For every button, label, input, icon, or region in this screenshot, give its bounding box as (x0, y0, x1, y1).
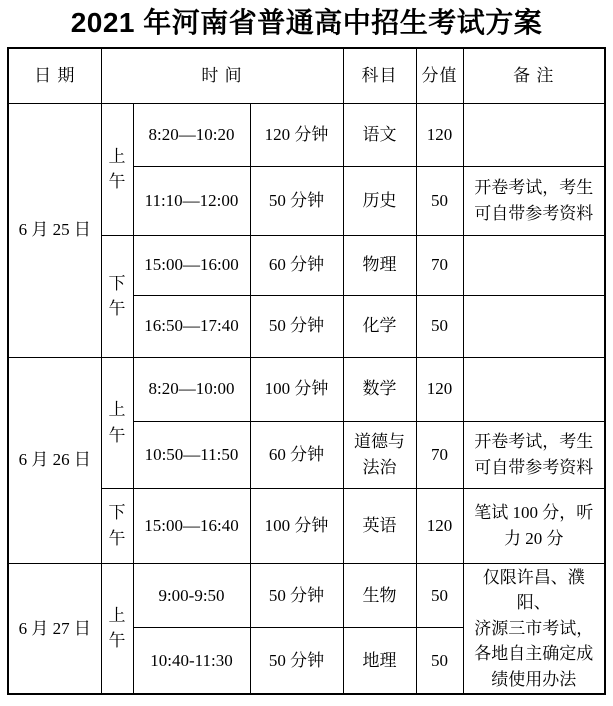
score-cell: 50 (416, 563, 463, 628)
subject-cell: 生物 (343, 563, 416, 628)
table-row (8, 563, 605, 628)
time-cell: 8:20—10:20 (133, 103, 250, 166)
header-score: 分值 (416, 48, 463, 103)
header-date: 日 期 (8, 48, 101, 103)
header-subject: 科目 (343, 48, 416, 103)
score-cell: 50 (416, 166, 463, 235)
header-time: 时 间 (101, 48, 343, 103)
table-row (8, 357, 605, 421)
date-cell: 6 月 26 日 (8, 357, 101, 563)
date-cell: 6 月 25 日 (8, 103, 101, 357)
time-cell: 8:20—10:00 (133, 357, 250, 421)
remark-cell (463, 103, 605, 166)
duration-cell: 50 分钟 (250, 628, 343, 694)
score-cell: 50 (416, 295, 463, 357)
subject-cell: 数学 (343, 357, 416, 421)
remark-cell: 开卷考试，考生 可自带参考资料 (463, 166, 605, 235)
subject-cell: 物理 (343, 235, 416, 295)
session-cell: 下 午 (101, 235, 133, 357)
duration-cell: 60 分钟 (250, 421, 343, 488)
subject-cell: 历史 (343, 166, 416, 235)
duration-cell: 50 分钟 (250, 563, 343, 628)
score-cell: 70 (416, 421, 463, 488)
page-title: 2021 年河南省普通高中招生考试方案 (70, 7, 543, 38)
subject-cell: 道德与 法治 (343, 421, 416, 488)
duration-cell: 50 分钟 (250, 295, 343, 357)
score-cell: 120 (416, 357, 463, 421)
remark-cell: 仅限许昌、濮阳、 济源三市考试， 各地自主确定成 绩使用办法 (463, 563, 605, 694)
time-cell: 15:00—16:00 (133, 235, 250, 295)
duration-cell: 50 分钟 (250, 166, 343, 235)
duration-cell: 100 分钟 (250, 488, 343, 563)
exam-schedule-table (7, 47, 606, 695)
subject-cell: 地理 (343, 628, 416, 694)
subject-cell: 化学 (343, 295, 416, 357)
time-cell: 15:00—16:40 (133, 488, 250, 563)
time-cell: 9:00-9:50 (133, 563, 250, 628)
subject-cell: 英语 (343, 488, 416, 563)
session-cell: 上 午 (101, 357, 133, 488)
session-cell: 上 午 (101, 103, 133, 235)
session-cell: 上 午 (101, 563, 133, 694)
time-cell: 10:40-11:30 (133, 628, 250, 694)
score-cell: 120 (416, 488, 463, 563)
remark-cell (463, 357, 605, 421)
table-header-row (8, 48, 605, 103)
subject-cell: 语文 (343, 103, 416, 166)
remark-cell (463, 235, 605, 295)
remark-cell: 开卷考试，考生 可自带参考资料 (463, 421, 605, 488)
time-cell: 16:50—17:40 (133, 295, 250, 357)
score-cell: 50 (416, 628, 463, 694)
table-row (8, 103, 605, 166)
time-cell: 10:50—11:50 (133, 421, 250, 488)
time-cell: 11:10—12:00 (133, 166, 250, 235)
duration-cell: 60 分钟 (250, 235, 343, 295)
score-cell: 120 (416, 103, 463, 166)
remark-cell: 笔试 100 分，听 力 20 分 (463, 488, 605, 563)
duration-cell: 120 分钟 (250, 103, 343, 166)
date-cell: 6 月 27 日 (8, 563, 101, 694)
session-cell: 下 午 (101, 488, 133, 563)
score-cell: 70 (416, 235, 463, 295)
duration-cell: 100 分钟 (250, 357, 343, 421)
header-remark: 备 注 (463, 48, 605, 103)
remark-cell (463, 295, 605, 357)
